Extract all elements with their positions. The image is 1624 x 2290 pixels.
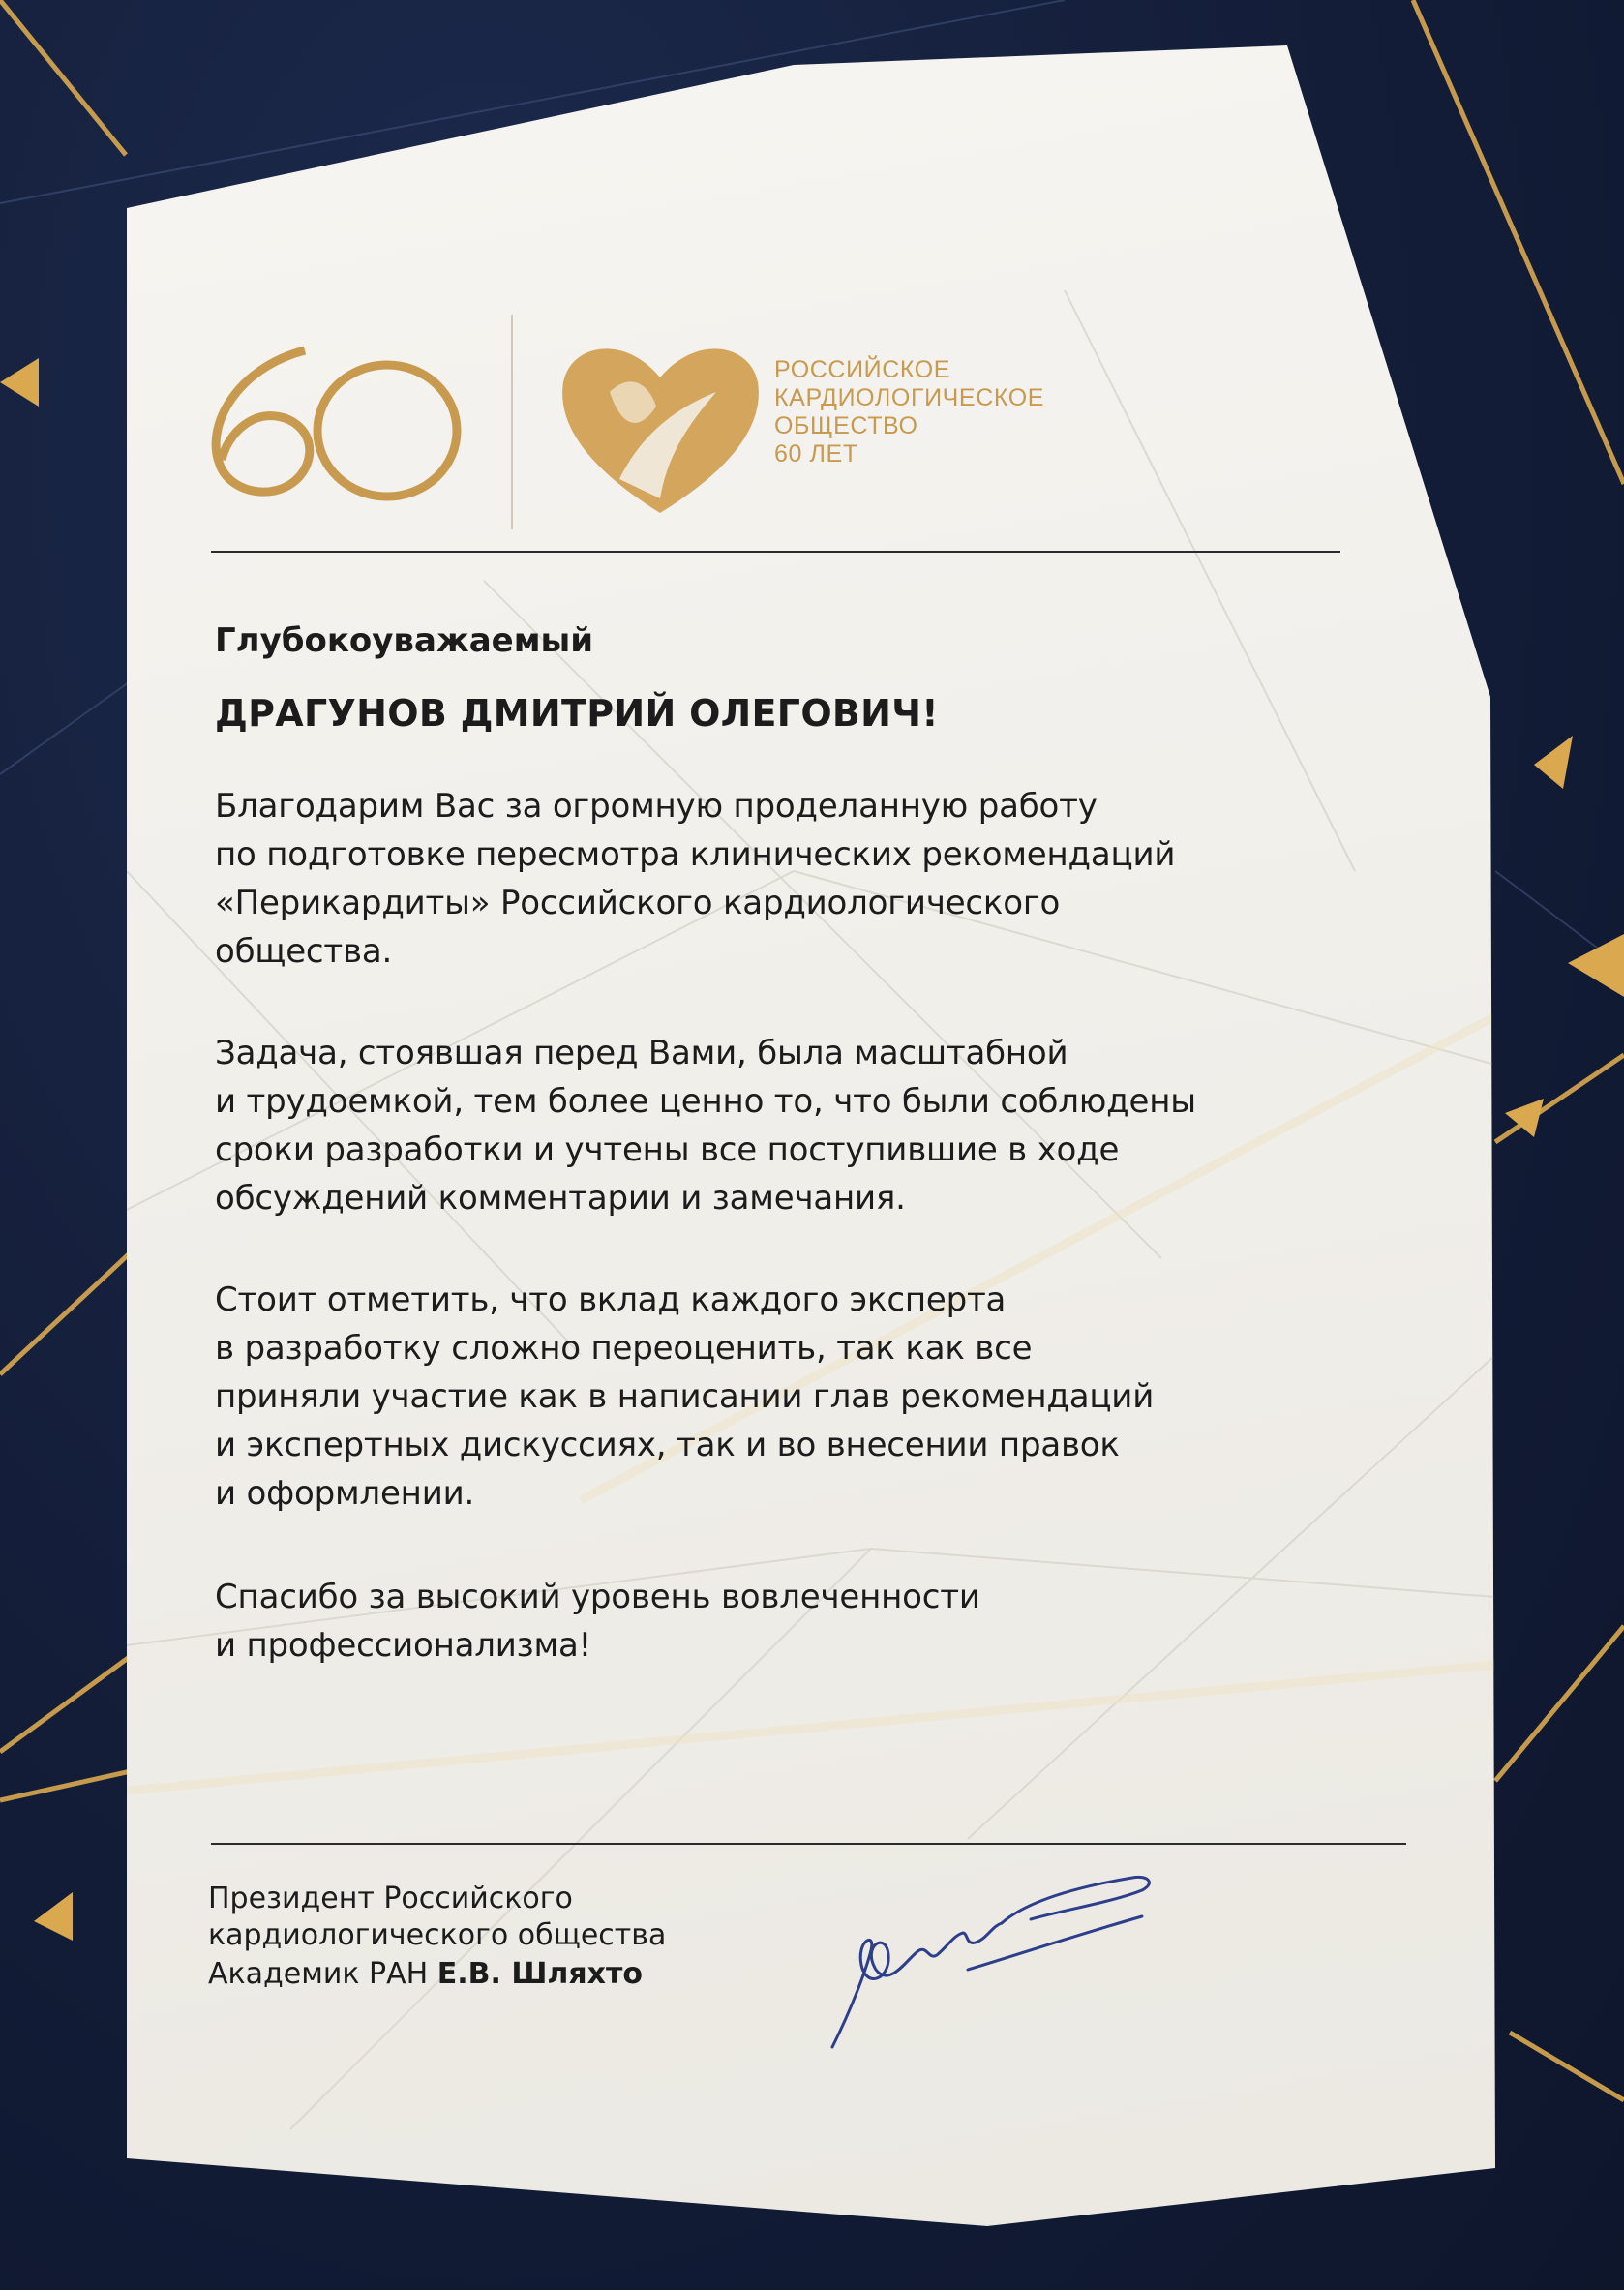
paragraph-line: и экспертных дискуссиях, так и во внесении правок [215, 1426, 1120, 1464]
heart-emblem-icon [552, 334, 769, 518]
brand-line: ОБЩЕСТВО [774, 412, 918, 439]
line [1065, 290, 1355, 871]
recipient-name: ДРАГУНОВ ДМИТРИЙ ОЛЕГОВИЧ! [215, 692, 939, 735]
footer-rule [211, 1843, 1406, 1845]
paragraph-line: приняли участие как в написании глав рекомендаций [215, 1377, 1155, 1416]
brand-line: КАРДИОЛОГИЧЕСКОЕ [774, 384, 1045, 411]
paragraph-line: Стоит отметить, что вклад каждого эксперта [215, 1281, 1007, 1319]
salutation: Глубокоуважаемый [215, 621, 594, 660]
signer-name: Е.В. Шляхто [436, 1957, 643, 1991]
gold-triangle [1568, 934, 1624, 997]
gold-triangle [34, 1892, 73, 1941]
signature-stroke [1002, 1877, 1149, 1923]
gold-line [0, 0, 126, 155]
gold-triangle [0, 358, 39, 407]
header-rule [211, 551, 1340, 553]
gold-line [0, 1645, 145, 1752]
brand-line: 60 ЛЕТ [774, 440, 858, 467]
paragraph-line: и оформлении. [215, 1474, 475, 1513]
paragraph-line: обсуждений комментарии и замечания. [215, 1179, 906, 1218]
gold-line [1495, 1626, 1624, 1781]
gold-line [0, 1771, 131, 1800]
paragraph-line: общества. [215, 932, 393, 971]
paragraph-line: в разработку сложно переоценить, так как все [215, 1329, 1033, 1368]
paragraph-line: и профессионализма! [215, 1626, 592, 1665]
signature-stroke [968, 1916, 1142, 1970]
gold-line [1495, 1055, 1624, 1142]
signer-title-line [208, 1956, 643, 1993]
digit-0-shape [317, 365, 457, 497]
paragraph-line: Задача, стоявшая перед Вами, была масштабной [215, 1034, 1068, 1072]
paragraph-line: и трудоемкой, тем более ценно то, что были соблюдены [215, 1082, 1196, 1121]
paragraph-line: «Перикардиты» Российского кардиологического [215, 884, 1061, 922]
paragraph-line: по подготовке пересмотра клинических рекомендаций [215, 835, 1176, 874]
gold-line [0, 1239, 145, 1374]
signer-academic-title: Академик РАН [208, 1957, 429, 1991]
handwritten-signature [823, 1863, 1190, 2057]
org-brand-text [774, 356, 1044, 468]
anniversary-60-logo [198, 329, 469, 513]
signer-position: Президент Российского [208, 1882, 573, 1915]
signature-stroke [832, 1923, 1002, 2047]
paragraph-line: сроки разработки и учтены все поступившие в ходе [215, 1130, 1120, 1169]
gold-line [1510, 2033, 1624, 2100]
paragraph-line: Спасибо за высокий уровень вовлеченности [215, 1578, 980, 1616]
line [127, 1665, 1495, 1791]
gold-line [1413, 0, 1624, 484]
gold-triangle [1534, 736, 1573, 789]
digit-6-shape [216, 350, 310, 492]
logo-divider [511, 315, 513, 529]
brand-line: РОССИЙСКОЕ [774, 356, 951, 383]
signer-organization: кардиологического общества [208, 1918, 667, 1952]
line [0, 678, 135, 774]
paragraph-line: Благодарим Вас за огромную проделанную работу [215, 787, 1098, 826]
